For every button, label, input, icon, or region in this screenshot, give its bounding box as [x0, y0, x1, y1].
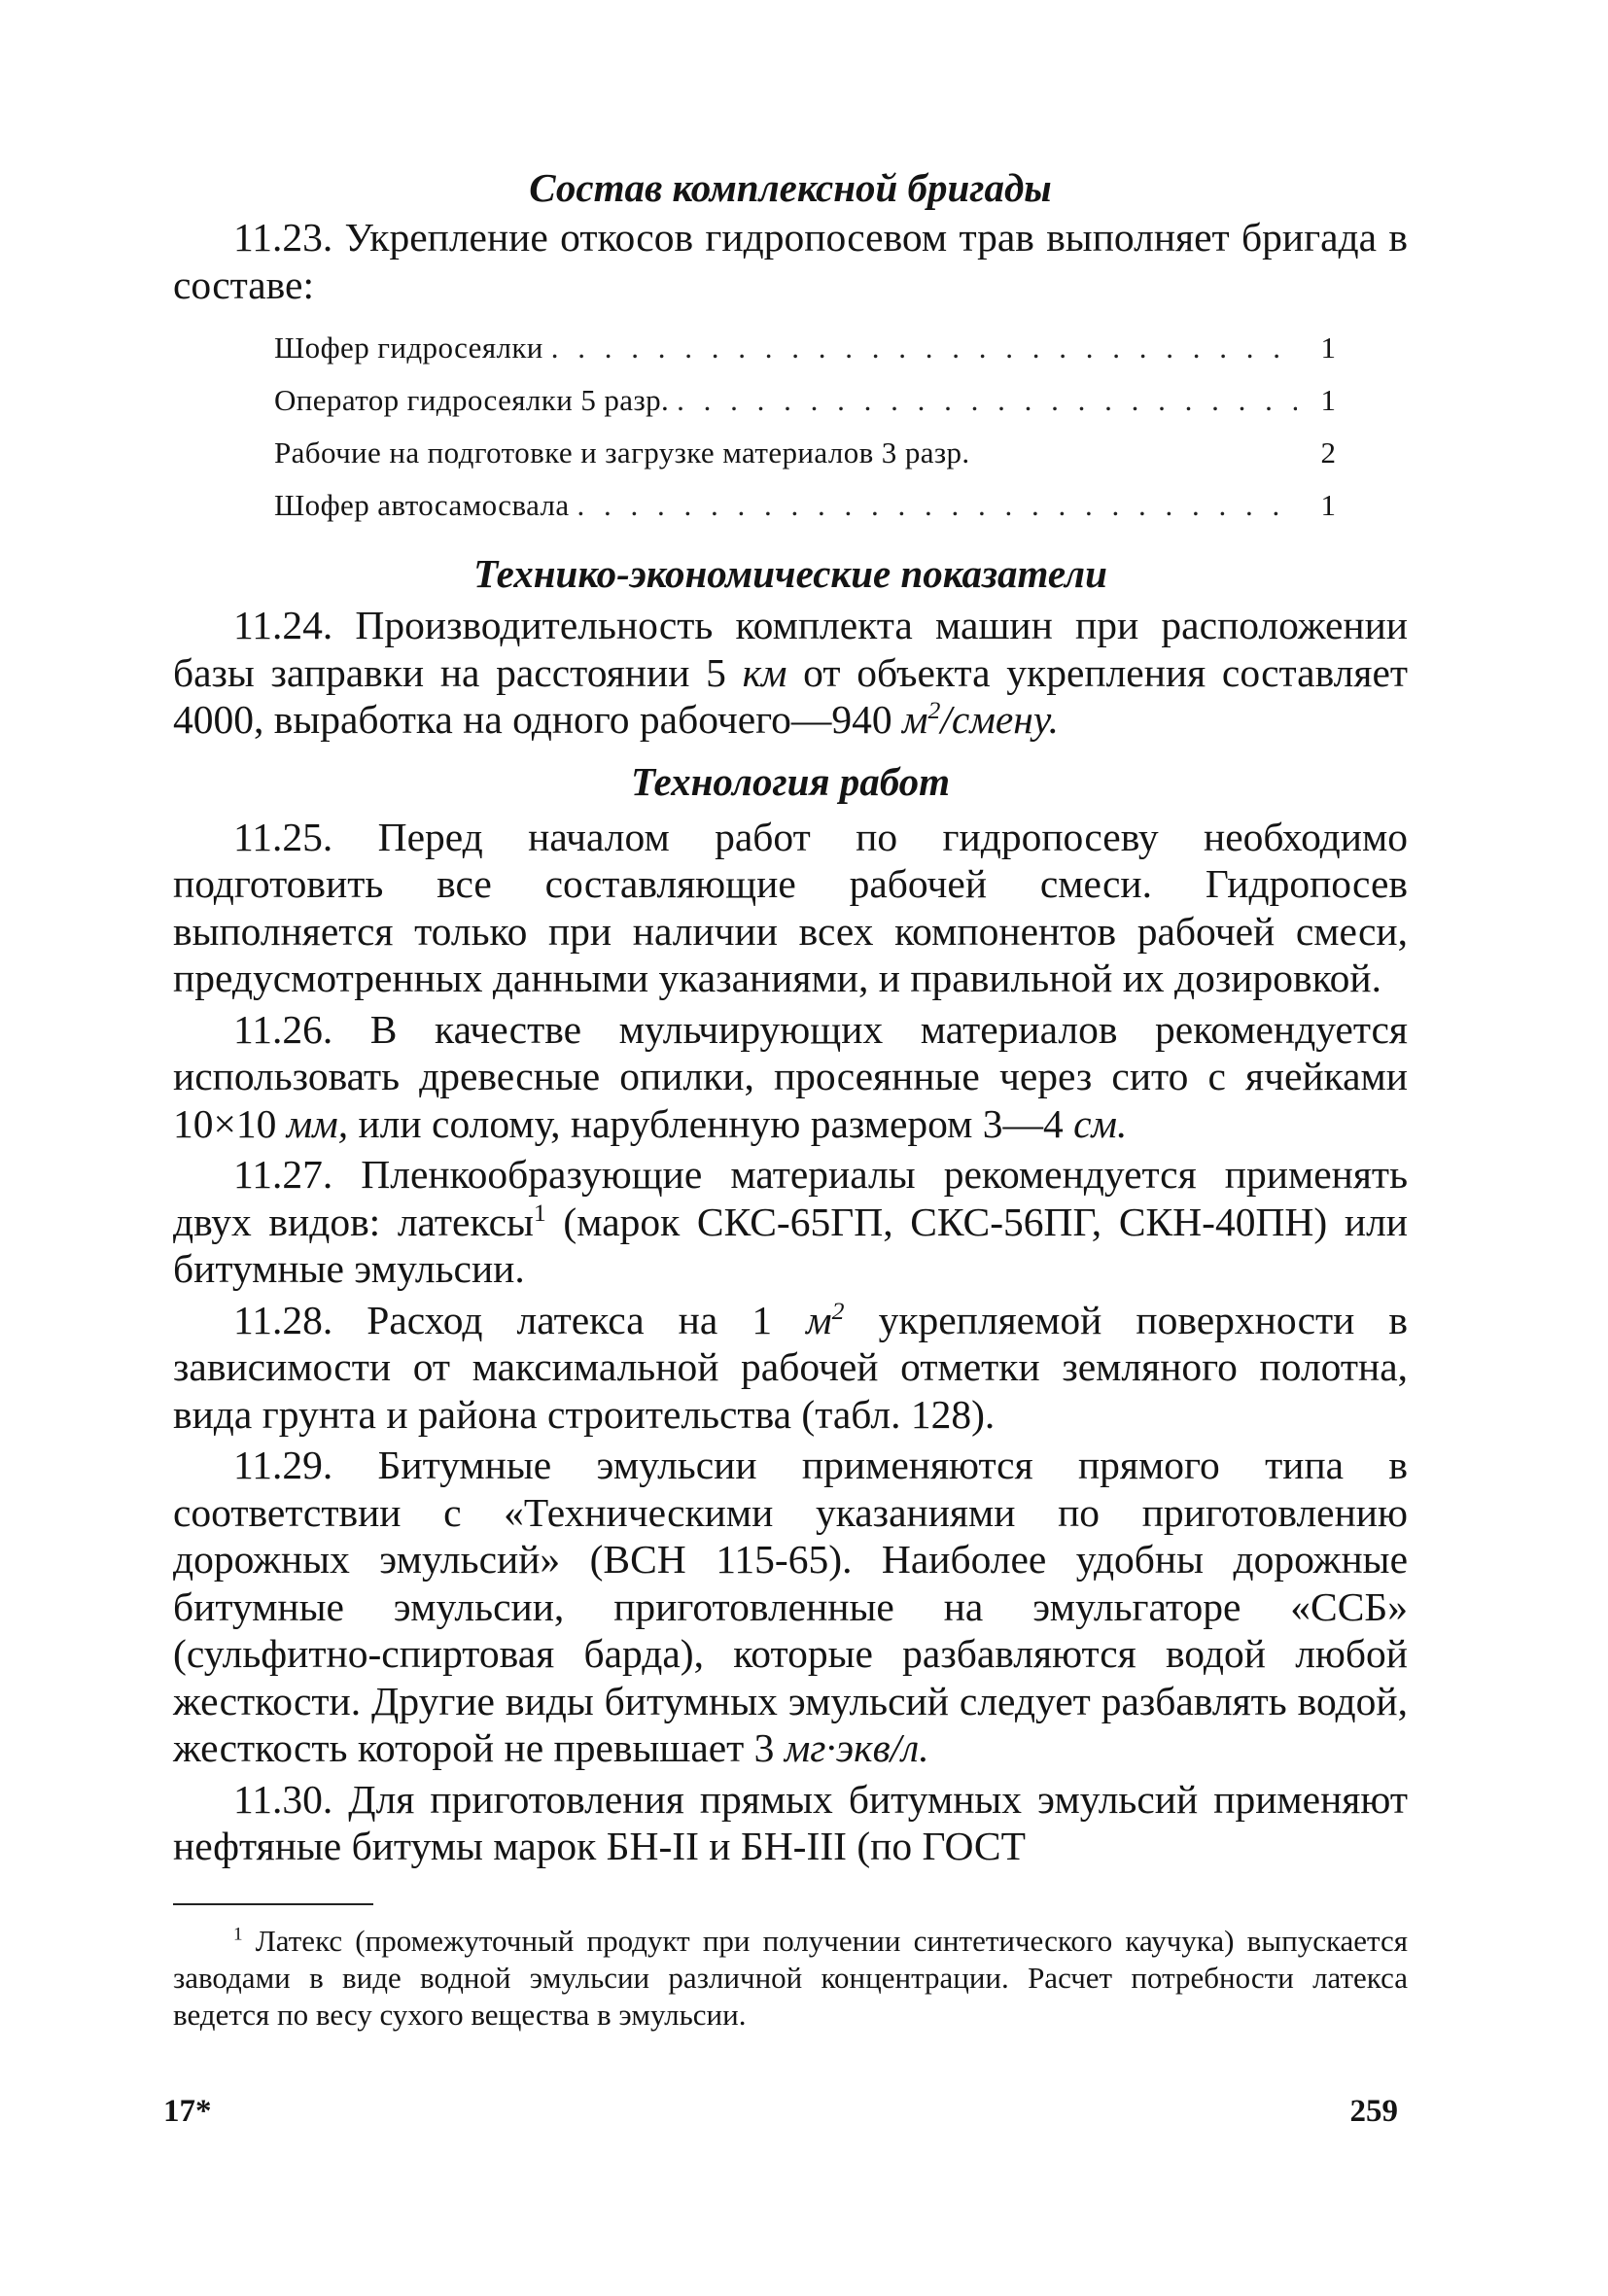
- crew-row: [274, 479, 1336, 532]
- footnote-divider: [173, 1903, 373, 1905]
- crew-role: Шофер гидросеялки: [274, 330, 543, 365]
- crew-row: [274, 374, 1336, 427]
- paragraph-11-29: [173, 1442, 1408, 1772]
- signature-mark: 17*: [163, 2094, 212, 2129]
- unit-m: м: [806, 1297, 832, 1342]
- crew-count: 1: [1320, 330, 1336, 365]
- unit-per-shift: /смену.: [940, 697, 1060, 742]
- footnote: [173, 1923, 1408, 2034]
- crew-row: [274, 427, 1336, 479]
- paragraph-text: 11.26. В качестве мульчирующих материалов рекомендуется использовать древесные опилки, просеянные через сито с ячейками 10×10: [173, 1006, 1408, 1146]
- paragraph-text: или солому, нарубленную размером 3—4: [358, 1100, 1064, 1146]
- crew-count: 1: [1320, 383, 1336, 417]
- crew-role: Оператор гидросеялки 5 разр.: [274, 383, 670, 417]
- paragraph-text: укрепляемой поверхности в зависимости от максимальной рабочей отметки земляного полотна, вида грунта и района строительства (табл. 128).: [173, 1297, 1409, 1437]
- paragraph-11-25: 11.25. Перед началом работ по гидропосеву необходимо подготовить все составляющие рабочей смеси. Гидропосев выполняется только при наличии всех компонентов рабочей смеси, предусмотренных данными указаниями, и правильной их дозировкой.: [173, 814, 1408, 1000]
- page-footer: [163, 2094, 1398, 2130]
- unit-mg-eq-l: мг·экв/л.: [784, 1725, 929, 1770]
- crew-row: [274, 322, 1336, 374]
- paragraph-11-23: 11.23. Укрепление откосов гидропосевом трав выполняет бригада в составе:: [173, 215, 1408, 307]
- unit-cm: см.: [1073, 1100, 1128, 1146]
- footnote-text: Латекс (промежуточный продукт при получении синтетического каучука) выпускается заводами в виде водной эмульсии различной концентрации. Расчет потребности латекса ведется по весу сухого вещества в эмульсии.: [173, 1923, 1409, 2032]
- unit-km: км: [742, 649, 787, 695]
- paragraph-text: от объекта укрепления составляет 4000, выработка на одного рабочего—940: [173, 649, 1408, 742]
- paragraph-text: 11.24. Производительность комплекта машин при расположении базы заправки на расстоянии 5: [173, 603, 1408, 695]
- unit-exponent: 2: [927, 696, 941, 725]
- footnote-reference: 1: [533, 1198, 546, 1227]
- footnote-mark: 1: [233, 1924, 243, 1945]
- crew-role: Шофер автосамосвала: [274, 488, 570, 522]
- section-heading-technology: Технология работ: [630, 758, 951, 804]
- leader-dots: [551, 322, 1297, 374]
- paragraph-text: 11.27. Пленкообразующие материалы рекомендуется применять двух видов: латексы: [173, 1152, 1408, 1244]
- paragraph-11-24: [173, 602, 1408, 744]
- leader-dots: [577, 479, 1297, 532]
- unit-exponent: 2: [831, 1296, 845, 1325]
- leader-dots: [677, 374, 1297, 427]
- paragraph-11-28: [173, 1297, 1408, 1439]
- crew-count: 2: [1320, 435, 1336, 470]
- paragraph-text: (марок СКС-65ГП, СКС-56ПГ, СКН-40ПН) или битумные эмульсии.: [173, 1199, 1408, 1291]
- paragraph-text: 11.28. Расход латекса на 1: [233, 1297, 773, 1342]
- paragraph-11-27: [173, 1151, 1408, 1293]
- page-number: 259: [1349, 2094, 1398, 2129]
- page-body: [173, 163, 1408, 2034]
- paragraph-11-30: 11.30. Для приготовления прямых битумных эмульсий применяют нефтяные битумы марок БН-II и БН-III (по ГОСТ: [173, 1776, 1408, 1868]
- section-heading-crew: Состав комплексной бригады: [529, 165, 1052, 210]
- crew-role: Рабочие на подготовке и загрузке материалов 3 разр.: [274, 435, 970, 470]
- crew-list: [274, 322, 1336, 532]
- unit-m: м: [902, 697, 928, 742]
- paragraph-11-26: [173, 1006, 1408, 1148]
- unit-mm: мм,: [286, 1100, 349, 1146]
- crew-count: 1: [1320, 488, 1336, 522]
- paragraph-text: 11.29. Битумные эмульсии применяются прямого типа в соответствии с «Техническими указаниями по приготовлению дорожных эмульсий» (ВСН 115-65). Наиболее удобны дорожные битумные эмульсии, приготовленные на эмульгаторе «ССБ» (сульфитно-спиртовая барда), которые разбавляются водой любой жесткости. Другие виды битумных эмульсий следует разбавлять водой, жесткость которой не превышает 3: [173, 1443, 1408, 1770]
- section-heading-tech-econ: Технико-экономические показатели: [473, 551, 1107, 596]
